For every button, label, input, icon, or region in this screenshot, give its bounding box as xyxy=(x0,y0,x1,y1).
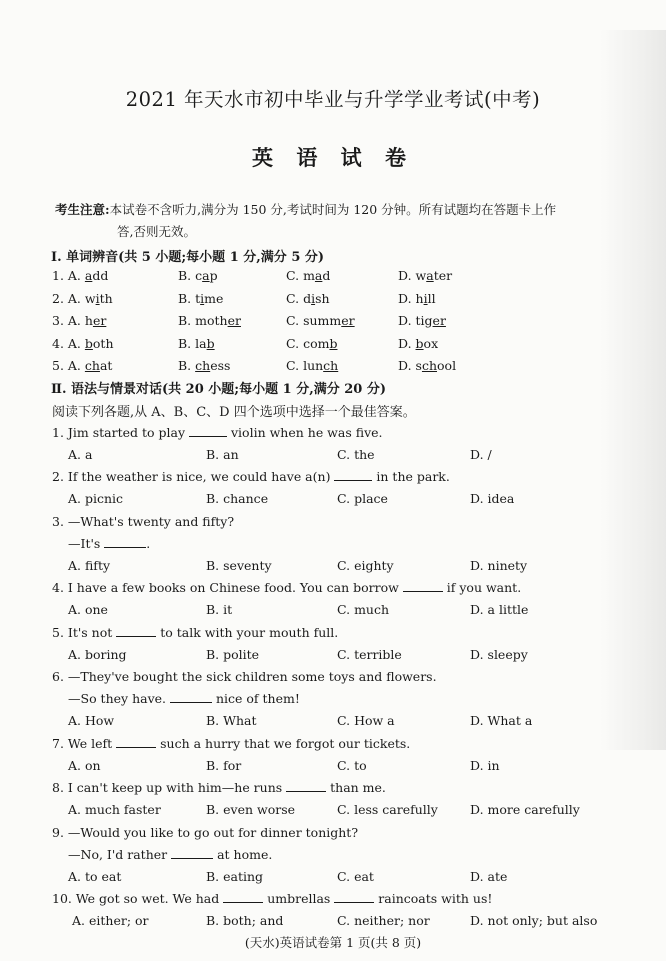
option-d: D. idea xyxy=(470,491,515,506)
option-d: D. What a xyxy=(470,713,533,728)
option-a: A. on xyxy=(68,758,101,773)
word-option: 3. A. her xyxy=(52,313,107,328)
answer-blank xyxy=(170,691,212,703)
underlined-letters: ch xyxy=(323,358,339,373)
option-a: A. How xyxy=(68,713,115,728)
option-d: D. ninety xyxy=(470,558,528,573)
page-footer: (天水)英语试卷第 1 页(共 8 页) xyxy=(244,935,422,950)
option-d: D. more carefully xyxy=(470,802,580,817)
option-c: C. How a xyxy=(337,713,395,728)
word-option: B. lab xyxy=(178,335,215,351)
option-a: A. fifty xyxy=(68,558,111,573)
underlined-letters: a xyxy=(314,268,323,283)
option-a: A. either; or xyxy=(72,913,149,928)
answer-blank xyxy=(286,780,326,792)
question-stem: 4. I have a few books on Chinese food. You can borrow if you want. xyxy=(52,580,522,595)
underlined-letters: a xyxy=(84,268,93,283)
option-b: B. polite xyxy=(206,647,260,662)
word-option: 1. A. add xyxy=(52,268,109,283)
dialogue-reply: —So they have. nice of them! xyxy=(68,691,300,706)
question-number: 1. xyxy=(52,268,68,283)
option-d: D. / xyxy=(470,447,492,462)
word-option: D. school xyxy=(398,358,457,373)
dialogue-reply: —It's . xyxy=(68,536,151,551)
option-c: C. eighty xyxy=(337,558,394,573)
option-c: C. much xyxy=(337,602,390,617)
bleed-through-shadow xyxy=(600,30,666,750)
option-a: A. to eat xyxy=(68,869,122,884)
section-2-instruction: 阅读下列各题,从 A、B、C、D 四个选项中选择一个最佳答案。 xyxy=(52,405,416,420)
question-stem: 7. We left such a hurry that we forgot our tickets. xyxy=(52,736,411,751)
word-option: B. chess xyxy=(178,358,231,373)
option-d: D. ate xyxy=(470,869,508,884)
underlined-letters: b xyxy=(329,335,338,351)
section-2-title: Ⅱ. 语法与情景对话(共 20 小题;每小题 1 分,满分 20 分) xyxy=(51,382,387,397)
underlined-letters: i xyxy=(311,290,316,306)
question-stem: 5. It's not to talk with your mouth full. xyxy=(52,625,339,640)
underlined-letters: ch xyxy=(84,358,100,373)
answer-blank xyxy=(189,425,227,437)
option-b: B. it xyxy=(206,602,233,617)
underlined-letters: b xyxy=(415,335,424,351)
answer-blank xyxy=(116,736,156,748)
answer-blank xyxy=(223,891,263,903)
answer-blank xyxy=(116,625,156,637)
question-number: 2. xyxy=(52,290,68,306)
option-d: D. not only; but also xyxy=(470,913,598,928)
dialogue-reply: —No, I'd rather at home. xyxy=(68,847,273,862)
notice-label: 考生注意: xyxy=(55,202,110,217)
underlined-letters: er xyxy=(341,313,355,328)
option-c: C. eat xyxy=(337,869,374,884)
answer-blank xyxy=(171,847,213,859)
word-option: C. comb xyxy=(286,335,338,351)
underlined-letters: ch xyxy=(421,358,438,373)
word-option: B. time xyxy=(178,290,224,306)
word-option: D. box xyxy=(398,335,439,351)
option-c: C. to xyxy=(337,758,367,773)
word-option: 4. A. both xyxy=(52,335,114,351)
option-b: B. chance xyxy=(206,491,269,506)
question-stem: 8. I can't keep up with him—he runs than me. xyxy=(52,780,386,795)
word-option: D. tiger xyxy=(398,313,446,328)
option-c: C. terrible xyxy=(337,647,402,662)
word-option: B. cap xyxy=(178,268,218,283)
answer-blank xyxy=(334,891,374,903)
word-option: C. summer xyxy=(286,313,355,328)
option-b: B. What xyxy=(206,713,257,728)
underlined-letters: i xyxy=(95,290,100,306)
underlined-letters: b xyxy=(206,335,215,351)
option-b: B. an xyxy=(206,447,239,462)
underlined-letters: a xyxy=(202,268,210,283)
question-number: 5. xyxy=(52,358,68,373)
option-b: B. seventy xyxy=(206,558,272,573)
option-a: A. picnic xyxy=(68,491,124,506)
option-c: C. neither; nor xyxy=(337,913,430,928)
word-option: D. hill xyxy=(398,290,436,306)
option-c: C. the xyxy=(337,447,375,462)
question-stem: 9. —Would you like to go out for dinner tonight? xyxy=(52,825,359,840)
option-d: D. sleepy xyxy=(470,647,528,662)
option-a: A. one xyxy=(68,602,108,617)
question-stem: 1. Jim started to play violin when he was five. xyxy=(52,425,383,440)
option-d: D. a little xyxy=(470,602,529,617)
option-a: A. a xyxy=(68,447,93,462)
underlined-letters: er xyxy=(92,313,107,328)
section-1-title: Ⅰ. 单词辨音(共 5 小题;每小题 1 分,满分 5 分) xyxy=(51,250,325,265)
option-b: B. even worse xyxy=(206,802,296,817)
notice-text-1: 本试卷不含听力,满分为 150 分,考试时间为 120 分钟。所有试题均在答题卡上作 xyxy=(109,202,557,217)
option-a: A. much faster xyxy=(68,802,161,817)
word-option: B. mother xyxy=(178,313,241,328)
word-option: 2. A. with xyxy=(52,290,113,306)
exam-title: 2021 年天水市初中毕业与升学学业考试(中考) xyxy=(125,88,541,111)
question-stem: 3. —What's twenty and fifty? xyxy=(52,514,235,529)
underlined-letters: er xyxy=(227,313,241,328)
question-stem: 6. —They've bought the sick children some toys and flowers. xyxy=(52,669,437,684)
question-number: 4. xyxy=(52,335,68,351)
word-option: 5. A. chat xyxy=(52,358,113,373)
option-a: A. boring xyxy=(68,647,127,662)
answer-blank xyxy=(104,536,146,548)
option-b: B. for xyxy=(206,758,242,773)
notice-text-2: 答,否则无效。 xyxy=(117,224,196,239)
word-option: C. lunch xyxy=(286,358,339,373)
candidate-notice xyxy=(55,199,635,243)
word-option: C. dish xyxy=(286,290,330,306)
exam-subtitle: 英 语 试 卷 xyxy=(252,145,414,170)
option-d: D. in xyxy=(470,758,500,773)
underlined-letters: a xyxy=(426,268,434,283)
option-c: C. place xyxy=(337,491,388,506)
option-b: B. eating xyxy=(206,869,264,884)
underlined-letters: i xyxy=(423,290,428,306)
underlined-letters: i xyxy=(200,290,205,306)
answer-blank xyxy=(334,469,372,481)
underlined-letters: b xyxy=(84,335,93,351)
option-b: B. both; and xyxy=(206,913,284,928)
answer-blank xyxy=(403,580,443,592)
question-number: 3. xyxy=(52,313,68,328)
underlined-letters: er xyxy=(432,313,446,328)
word-option: D. water xyxy=(398,268,453,283)
option-c: C. less carefully xyxy=(337,802,438,817)
question-stem: 2. If the weather is nice, we could have a(n) in the park. xyxy=(52,469,450,484)
question-stem: 10. We got so wet. We had umbrellas raincoats with us! xyxy=(52,891,493,906)
word-option: C. mad xyxy=(286,268,331,283)
underlined-letters: ch xyxy=(195,358,211,373)
